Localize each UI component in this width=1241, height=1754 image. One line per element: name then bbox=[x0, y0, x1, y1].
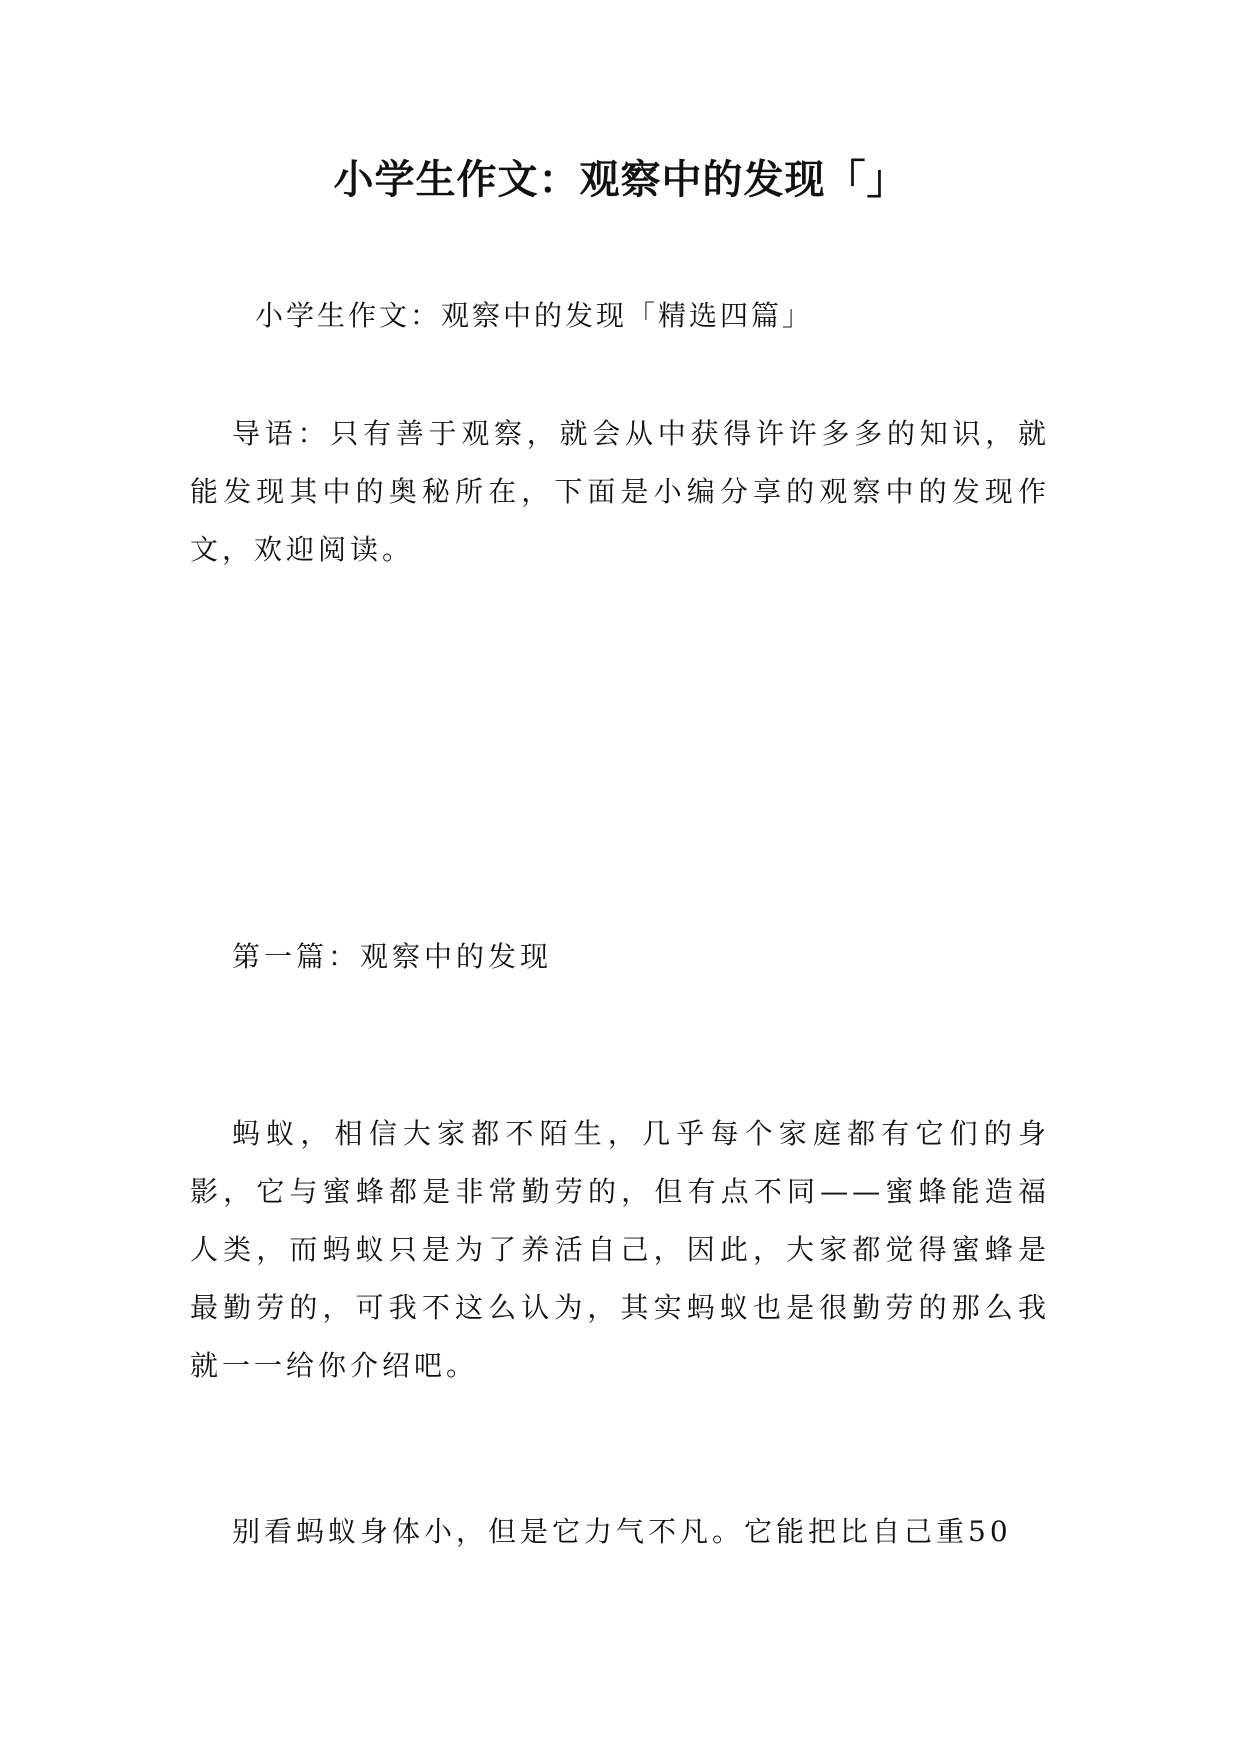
section-heading: 第一篇：观察中的发现 bbox=[232, 940, 553, 973]
document-subtitle: 小学生作文：观察中的发现「精选四篇」 bbox=[255, 299, 814, 332]
intro-paragraph: 导语：只有善于观察，就会从中获得许许多多的知识，就能发现其中的奥秘所在，下面是小编分享的观察中的发现作文，欢迎阅读。 bbox=[190, 417, 1050, 566]
body-paragraph-2: 别看蚂蚁身体小，但是它力气不凡。它能把比自己重50 bbox=[232, 1515, 1012, 1548]
body-paragraph-1: 蚂蚁，相信大家都不陌生，几乎每个家庭都有它们的身影，它与蜜蜂都是非常勤劳的，但有点不同——蜜蜂能造福人类，而蚂蚁只是为了养活自己，因此，大家都觉得蜜蜂是最勤劳的，可我不这么认为，其实蚂蚁也是很勤劳的那么我就一一给你介绍吧。 bbox=[190, 1117, 1050, 1382]
document-title: 小学生作文：观察中的发现「」 bbox=[333, 156, 908, 203]
